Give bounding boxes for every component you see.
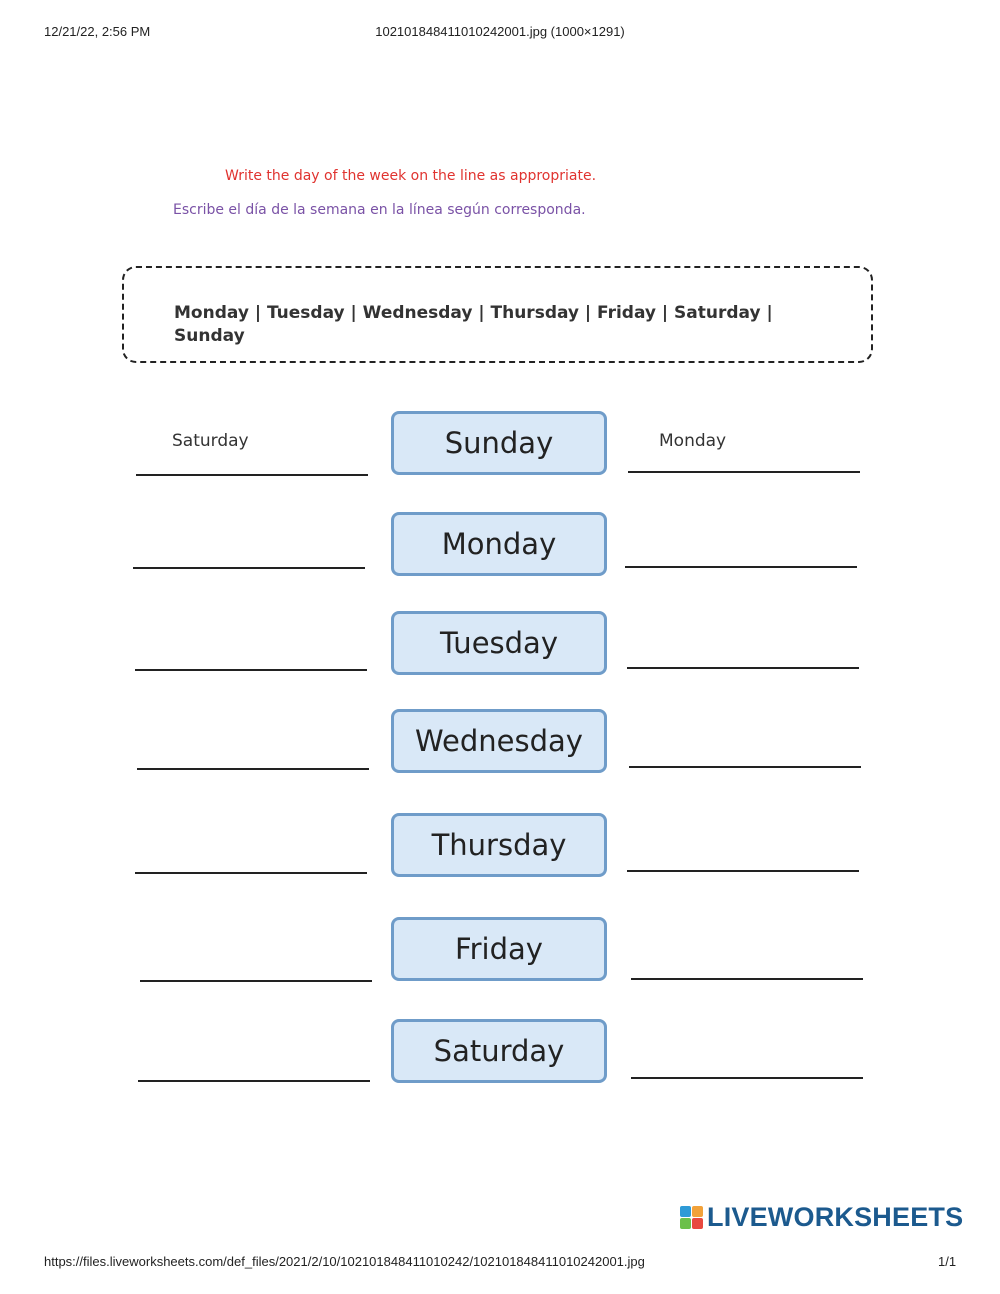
before-answer-line[interactable] [138,1080,370,1082]
before-answer-line[interactable] [133,567,365,569]
day-box: Tuesday [391,611,607,675]
logo-text: LIVEWORKSHEETS [707,1201,964,1232]
after-answer-line[interactable] [625,566,857,568]
day-box: Wednesday [391,709,607,773]
after-answer-line[interactable] [631,1077,863,1079]
print-datetime: 12/21/22, 2:56 PM [44,24,151,39]
after-answer-line[interactable] [628,471,860,473]
day-box: Sunday [391,411,607,475]
before-answer-line[interactable] [137,768,369,770]
after-answer-line[interactable] [631,978,863,980]
word-bank-box [122,266,873,363]
after-answer-text: Monday [659,431,727,451]
day-box: Thursday [391,813,607,877]
instruction-spanish: Escribe el día de la semana en la línea según corresponda. [173,202,586,218]
print-filename: 102101848411010242001.jpg (1000×1291) [375,24,625,39]
print-url: https://files.liveworksheets.com/def_files/2021/2/10/102101848411010242/102101848411010242001.jpg [44,1254,645,1269]
day-box: Monday [391,512,607,576]
word-bank-text: Monday | Tuesday | Wednesday | Thursday | Friday | Saturday | Sunday [174,303,773,346]
before-answer-line[interactable] [140,980,372,982]
print-page-number: 1/1 [938,1254,957,1269]
logo-mark-icon [680,1206,703,1229]
after-answer-line[interactable] [629,766,861,768]
instruction-english: Write the day of the week on the line as appropriate. [225,168,597,184]
before-answer-line[interactable] [136,474,368,476]
before-answer-line[interactable] [135,872,367,874]
day-box: Saturday [391,1019,607,1083]
after-answer-line[interactable] [627,667,859,669]
before-answer-text: Saturday [172,431,249,451]
after-answer-line[interactable] [627,870,859,872]
before-answer-line[interactable] [135,669,367,671]
liveworksheets-logo [680,1200,963,1234]
day-box: Friday [391,917,607,981]
